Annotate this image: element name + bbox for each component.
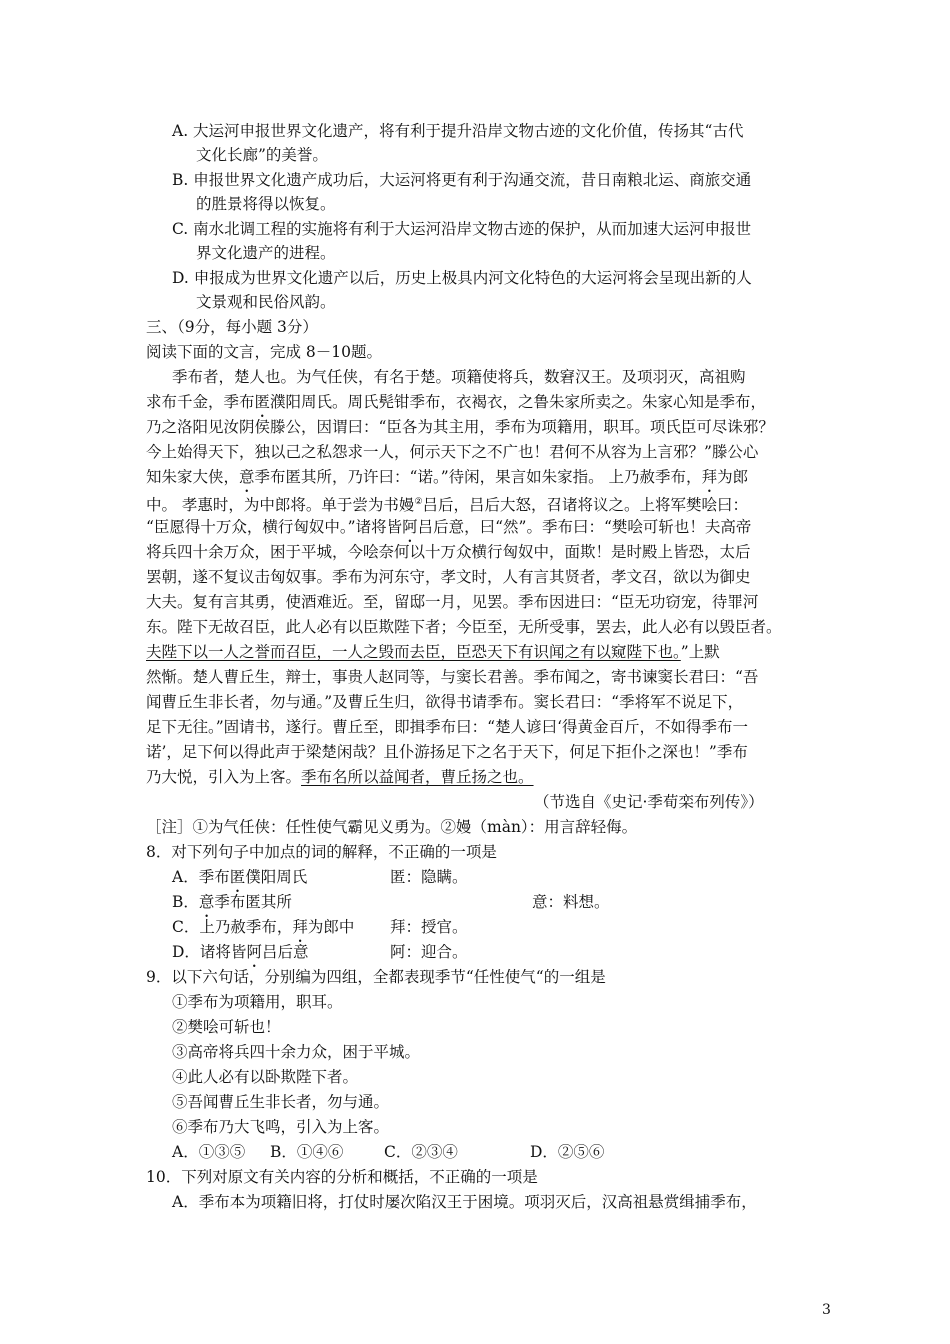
passage-line: 诺’，足下何以得此声于梁楚闲哉？且仆游扬足下之名于天下，何足下拒仆之深也！”季布 <box>146 743 748 761</box>
passage-line: 闻曹丘生非长者，勿与通。”及曹丘生归，欲得书请季布。窦长君曰：“季将军不说足下， <box>146 693 744 711</box>
q9-choice-b: B．①④⑥ <box>270 1143 344 1161</box>
q10-option-a: A．季布本为项籍旧将，打仗时屡次陷汉王于困境。项羽灭后，汉高祖悬赏缉捕季布， <box>172 1193 757 1211</box>
dotted-word: 匿 <box>254 393 271 411</box>
dotted-word: 阿 <box>402 518 418 536</box>
passage-line: 季布者，楚人也。为气任侠，有名于楚。项籍使将兵，数窘汉王。及项羽灭，高祖购 <box>172 368 746 386</box>
q9-item: ④此人必有以卧欺陛下者。 <box>172 1068 359 1086</box>
dotted-word: 阿 <box>246 943 262 961</box>
passage-source: （节选自《史记·季荀栾布列传》） <box>534 793 764 811</box>
passage-line: 大夫。复有言其勇，使酒难近。至，留邸一月，见罢。季布因进曰：“臣无功窃宠，待罪河 <box>146 593 759 611</box>
q8-option-b: B．意季布匿其所 <box>172 893 292 911</box>
dotted-word: 拜 <box>701 468 718 486</box>
q8-option-b-gloss: 意：料想。 <box>532 893 610 911</box>
q8-option-a: A．季布匿僕阳周氏 <box>172 868 308 886</box>
q9-choice-a: A．①③⑤ <box>172 1143 246 1161</box>
passage-line: 足下无往。”固请书，遂行。曹丘至，即揖季布曰：“楚人谚曰‘得黄金百斤，不如得季布一 <box>146 718 749 736</box>
q7-option-a-line1: A. 大运河申报世界文化遗产，将有利于提升沿岸文物古迹的文化价值，传扬其“古代 <box>172 122 744 140</box>
q9-item: ⑥季布乃大飞鸣，引入为上客。 <box>172 1118 390 1136</box>
dotted-word: 意 <box>239 468 255 486</box>
q7-option-a-line2: 文化长廊”的美誉。 <box>196 146 328 164</box>
passage-line: 乃之洛阳见汝阴侯滕公，因谓曰：“臣各为其主用，季布为项籍用，职耳。项氏臣可尽诛邪？ <box>146 418 774 436</box>
passage-note: ［注］①为气任侠：任性使气霸见义勇为。②嫚（màn）：用言辞轻侮。 <box>146 818 638 836</box>
q9-choice-c: C．②③④ <box>384 1143 458 1161</box>
q7-option-d-line1: D. 申报成为世界文化遗产以后，历史上极具内河文化特色的大运河将会呈现出新的人 <box>172 269 752 287</box>
q8-option-a-gloss: 匿：隐瞒。 <box>390 868 468 886</box>
passage-line: 然惭。楚人曹丘生，辩士，事贵人赵同等，与窦长君善。季布闻之，寄书谏窦长君曰：“吾 <box>146 668 759 686</box>
q8-option-c-gloss: 拜：授官。 <box>390 918 468 936</box>
footnote-marker: ② <box>414 497 423 507</box>
section-instruction: 阅读下面的文言，完成 8－10题。 <box>146 343 383 361</box>
q7-option-c-line1: C. 南水北调工程的实施将有利于大运河沿岸文物古迹的保护，从而加速大运河申报世 <box>172 220 752 238</box>
passage-line: 今上始得天下，独以己之私怨求一人，何示天下之不广也！君何不从容为上言邪？”滕公心 <box>146 443 759 461</box>
q9-stem: 9．以下六句话，分别编为四组，全都表现季节“任性使气“的一组是 <box>146 968 606 986</box>
passage-line: 求布千金，季布匿濮阳周氏。周氏髡钳季布，衣褐衣，之鲁朱家所卖之。朱家心知是季布， <box>146 393 767 411</box>
page-number: 3 <box>822 1302 831 1318</box>
q7-option-b-line2: 的胜景将得以恢复。 <box>196 195 336 213</box>
passage-line: 中。 孝惠时，为中郎将。单于尝为书嫚②吕后，吕后大怒，召诸将议之。上将军樊哙曰： <box>146 496 749 515</box>
underlined-sentence: 季布名所以益闻者，曹丘扬之也。 <box>301 768 534 786</box>
q9-item: ③高帝将兵四十余力众，困于平城。 <box>172 1043 421 1061</box>
dotted-word: 匿 <box>229 868 246 886</box>
dotted-word: 拜 <box>292 918 308 936</box>
passage-line: 知朱家大侠，意季布匿其所，乃许曰：“诺。”待闲，果言如朱家指。 上乃赦季布，拜为郎 <box>146 468 749 486</box>
q8-stem: 8．对下列句子中加点的词的解释，不正确的一项是 <box>146 843 497 861</box>
passage-line: “臣愿得十万众，横行匈奴中。”诸将皆阿吕后意，曰“然”。季布曰：“樊哙可斩也！夫高帝 <box>146 518 752 536</box>
q10-stem: 10．下列对原文有关内容的分析和概括，不正确的一项是 <box>146 1168 538 1186</box>
passage-line: 乃大悦，引入为上客。季布名所以益闻者，曹丘扬之也。 <box>146 768 534 786</box>
passage-line: 将兵四十余万众，困于平城，今哙奈何以十万众横行匈奴中，面欺！是时殿上皆恐，太后 <box>146 543 751 561</box>
passage-line: 夫陛下以一人之誉而召臣，一人之毁而去臣，臣恐天下有识闻之有以窥陛下也。”上默 <box>146 643 720 661</box>
section-heading: 三、（9分，每小题 3分） <box>146 318 318 336</box>
q9-item: ⑤吾闻曹丘生非长者，勿与通。 <box>172 1093 390 1111</box>
q8-option-c: C．上乃赦季布，拜为郎中 <box>172 918 355 936</box>
q8-option-d-gloss: 阿：迎合。 <box>390 943 468 961</box>
q7-option-b-line1: B. 申报世界文化遗产成功后，大运河将更有利于沟通交流，昔日南粮北运、商旅交通 <box>172 171 752 189</box>
q9-item: ②樊哙可斩也！ <box>172 1018 281 1036</box>
passage-line: 东。陛下无故召臣，此人必有以臣欺陛下者；今臣至，无所受事，罢去，此人必有以毁臣者。 <box>146 618 782 636</box>
dotted-word: 意 <box>198 893 215 911</box>
q8-option-d: D．诸将皆阿吕后意 <box>172 943 309 961</box>
q7-option-c-line2: 界文化遗产的进程。 <box>196 244 336 262</box>
q9-item: ①季布为项籍用，职耳。 <box>172 993 343 1011</box>
passage-line: 罢朝，遂不复议击匈奴事。季布为河东守，孝文时，人有言其贤者，孝文召，欲以为御史 <box>146 568 751 586</box>
q9-choice-d: D．②⑤⑥ <box>530 1143 605 1161</box>
underlined-sentence: 夫陛下以一人之誉而召臣，一人之毁而去臣，臣恐天下有识闻之有以窥陛下也。 <box>146 643 681 661</box>
q7-option-d-line2: 文景观和民俗风韵。 <box>196 293 336 311</box>
